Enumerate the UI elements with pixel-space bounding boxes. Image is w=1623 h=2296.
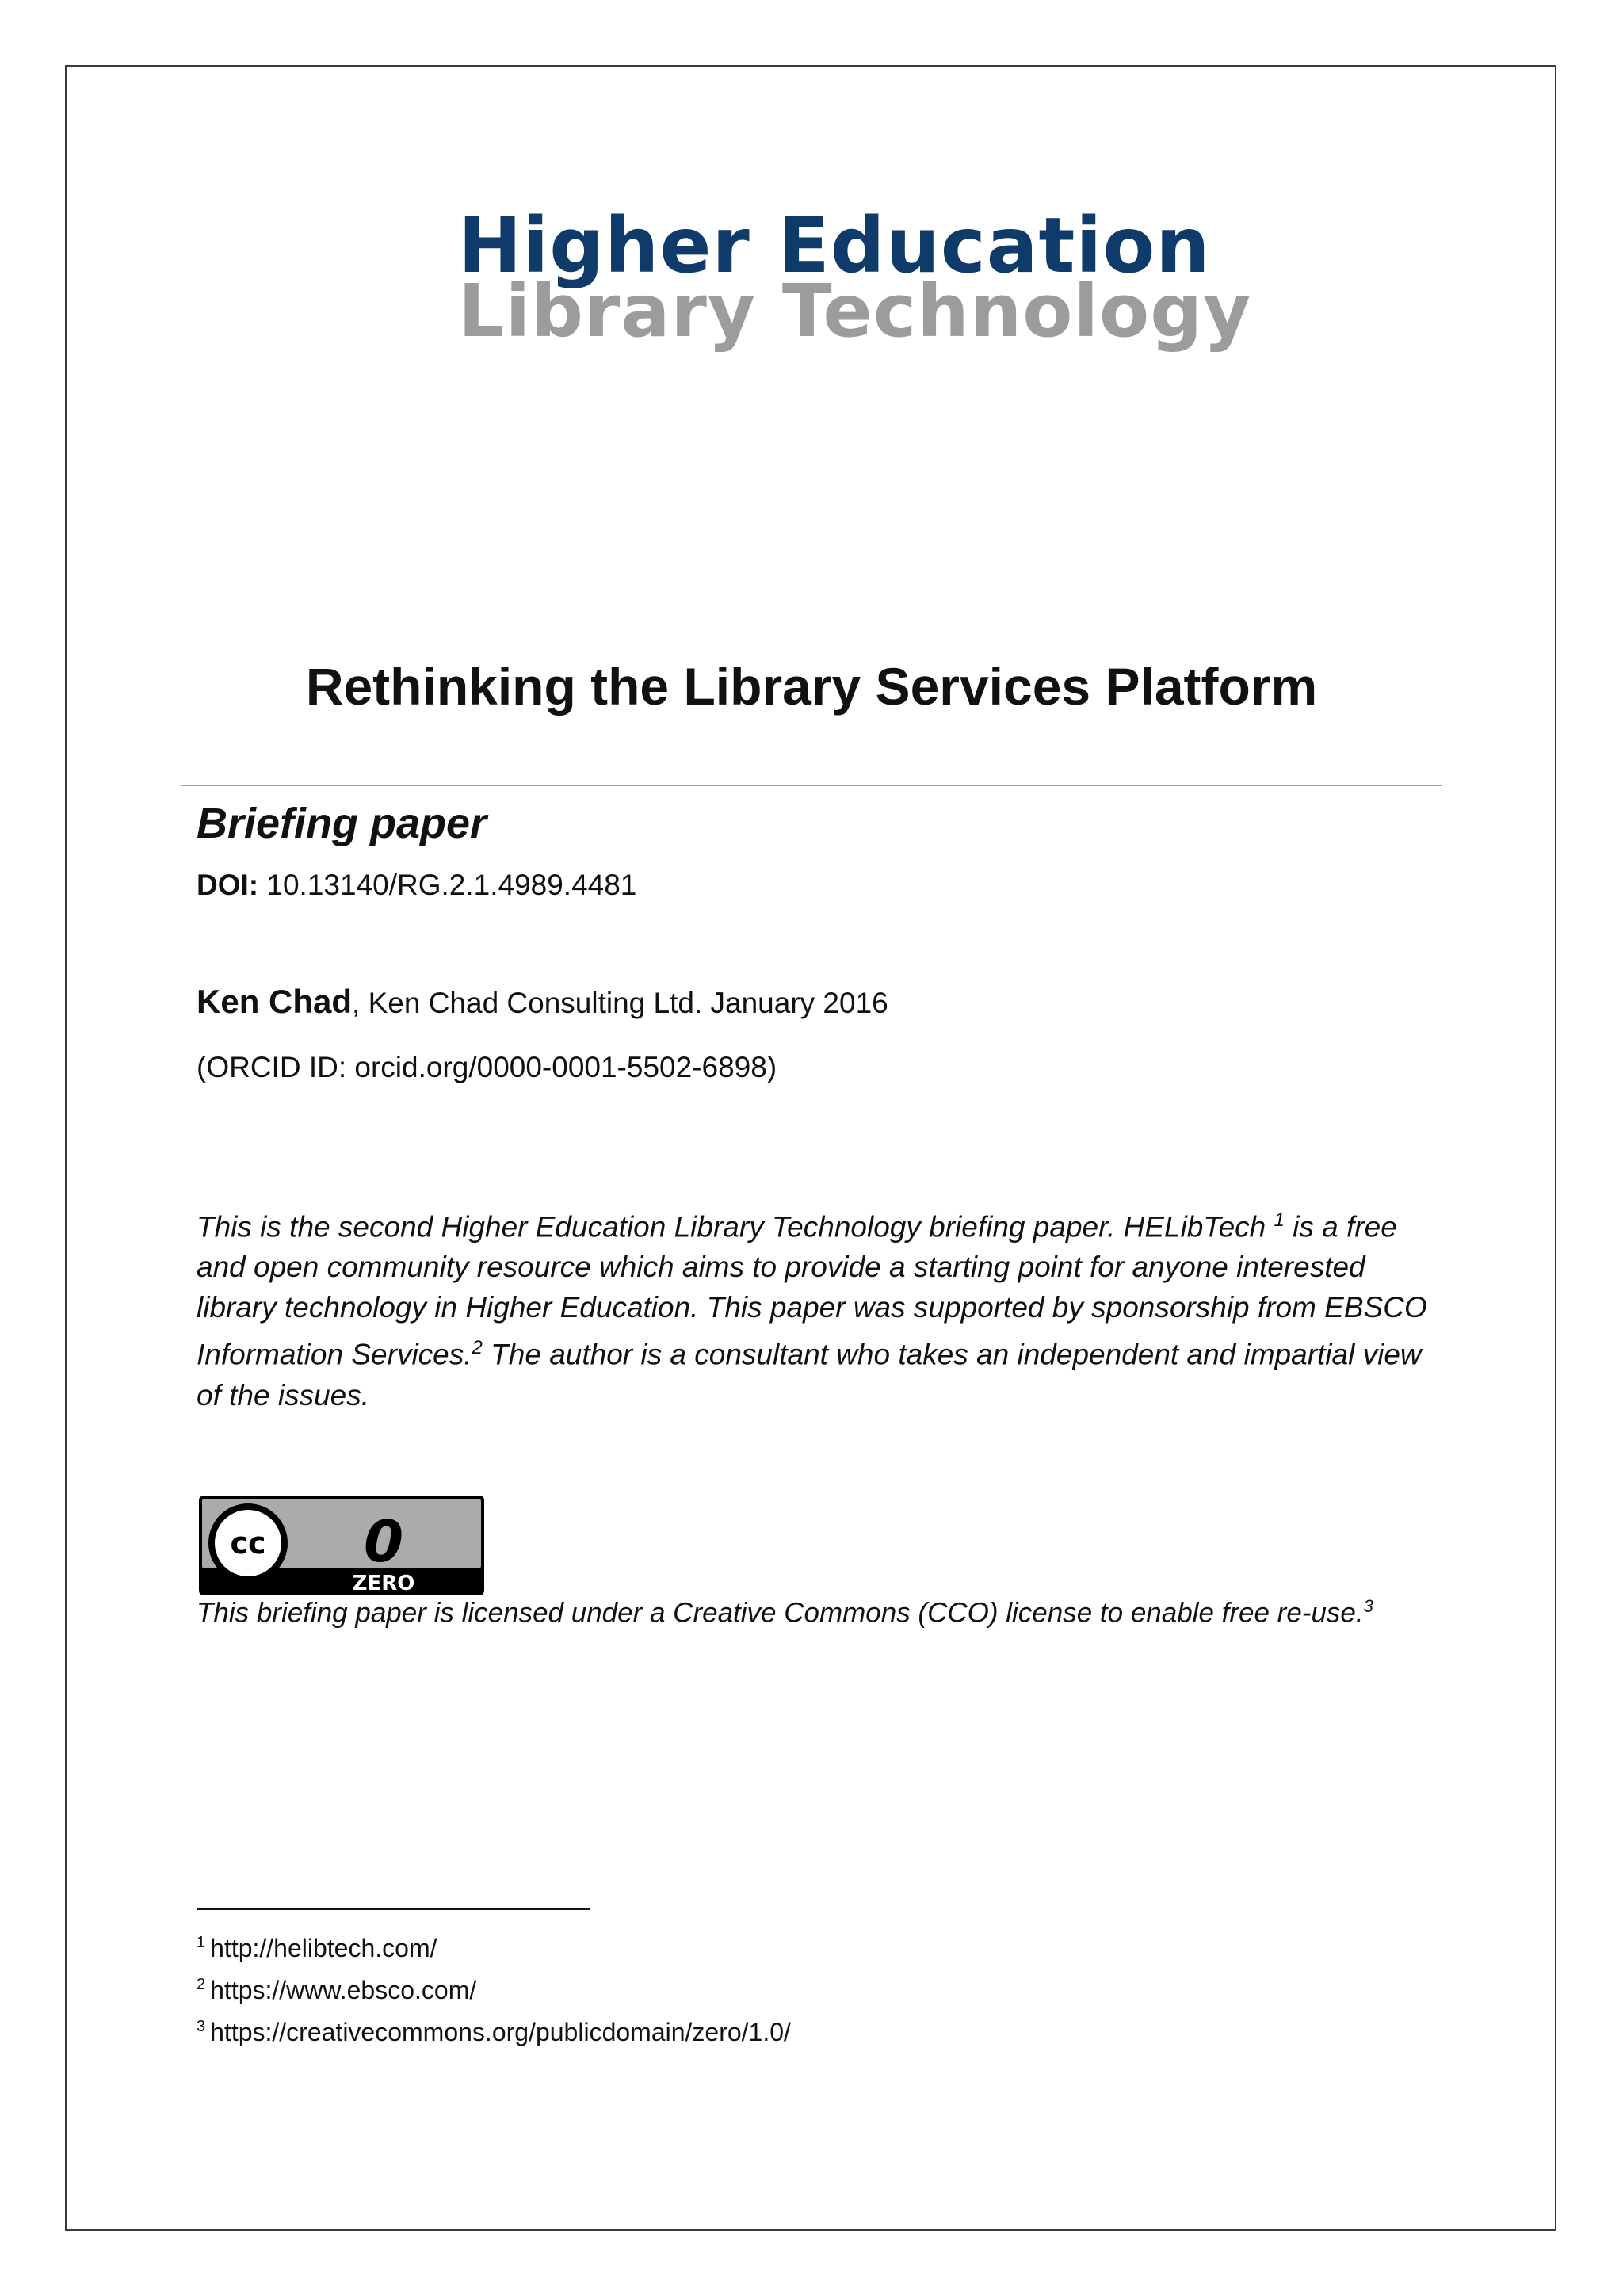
cc-zero-badge-icon <box>198 1495 485 1596</box>
logo-line-2: Library Technology <box>458 269 1252 353</box>
footnote-ref-1[interactable]: 1 <box>1274 1209 1285 1231</box>
doi-value: 10.13140/RG.2.1.4989.4481 <box>266 869 637 901</box>
footnote-ref-3[interactable]: 3 <box>1363 1596 1373 1616</box>
footnote-separator <box>197 1908 590 1910</box>
page-border <box>65 65 1556 2231</box>
footnote-link[interactable]: https://www.ebsco.com/ <box>210 1976 477 2004</box>
footnote-2 <box>197 1976 476 2005</box>
helibtech-logo <box>458 201 1252 353</box>
footnote-number: 3 <box>197 2018 206 2036</box>
page-title: Rethinking the Library Services Platform <box>305 657 1318 716</box>
orcid-line: (ORCID ID: orcid.org/0000-0001-5502-6898) <box>197 1051 777 1083</box>
license-text: This briefing paper is licensed under a Creative Commons (CCO) license to enable free re-use. <box>197 1597 1364 1629</box>
footnote-3 <box>197 2018 791 2047</box>
abstract-text-2: is a free and open community resource which aims to provide a starting point for anyone interested library technology in Higher Education. This paper was supported by sponsorship from EBSCO Information Services. <box>197 1210 1427 1371</box>
doi-label: DOI: <box>197 869 259 901</box>
doi-line <box>197 869 636 902</box>
zero-label: ZERO <box>352 1572 415 1595</box>
document-subtitle: Briefing paper <box>197 800 487 847</box>
title-divider <box>181 785 1442 786</box>
zero-glyph: 0 <box>363 1508 404 1575</box>
abstract-text-1: This is the second Higher Education Library Technology briefing paper. HELibTech <box>197 1210 1274 1244</box>
logo-line-1: Higher Education <box>458 201 1211 290</box>
footnote-ref-2[interactable]: 2 <box>472 1337 483 1359</box>
license-statement <box>197 1596 1373 1629</box>
author-line <box>197 983 888 1021</box>
footnote-link[interactable]: https://creativecommons.org/publicdomain/zero/1.0/ <box>210 2018 791 2046</box>
footnote-number: 2 <box>197 1976 206 1994</box>
abstract-text-3: The author is a consultant who takes an independent and impartial view of the issues. <box>197 1338 1422 1412</box>
author-name: Ken Chad <box>197 983 353 1020</box>
footnote-1 <box>197 1934 437 1963</box>
author-affiliation: , Ken Chad Consulting Ltd. January 2016 <box>352 987 888 1019</box>
abstract-paragraph <box>197 1200 1433 1415</box>
footnote-number: 1 <box>197 1934 206 1952</box>
footnote-link[interactable]: http://helibtech.com/ <box>210 1934 437 1962</box>
cc-text: cc <box>230 1526 266 1561</box>
